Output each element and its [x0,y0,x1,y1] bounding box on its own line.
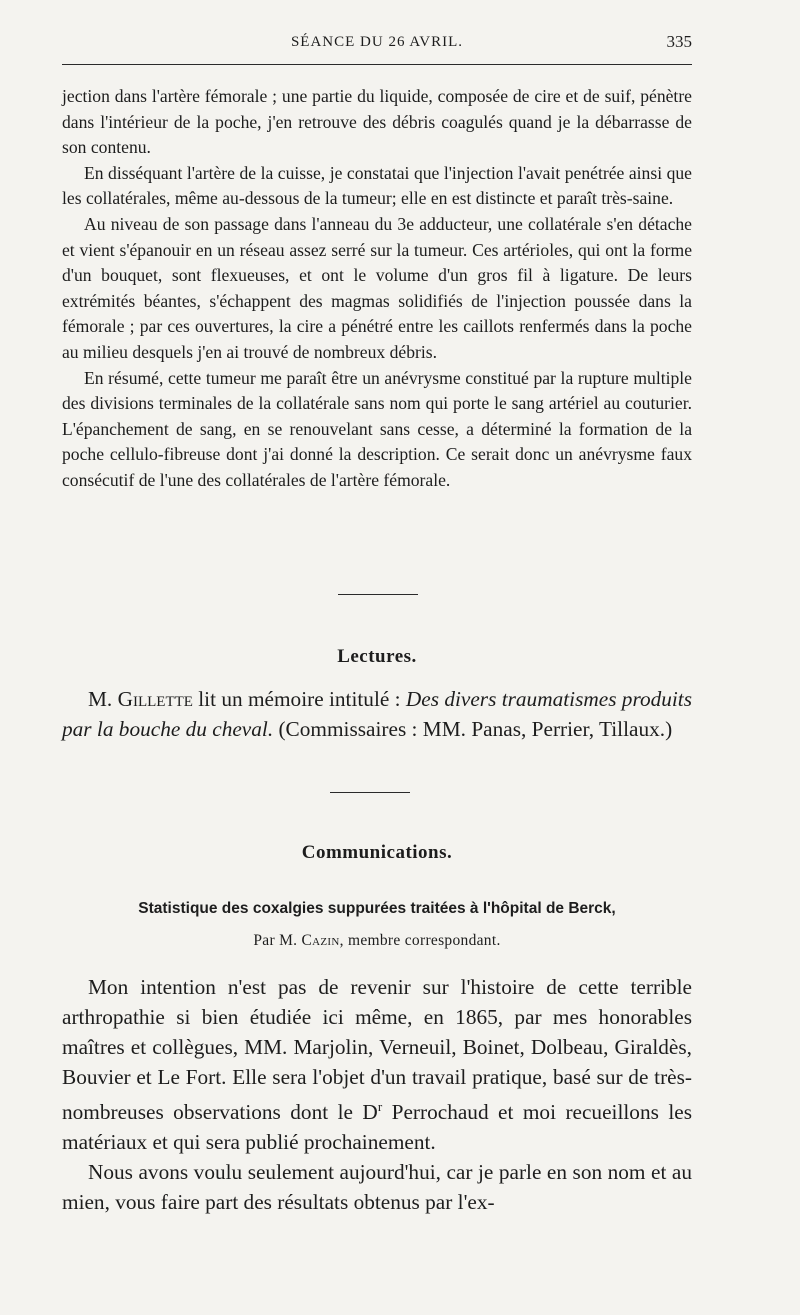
doctor-abbrev: D [362,1100,378,1125]
article-byline [62,932,692,950]
byline-author: Cazin [301,932,340,949]
article-title: Statistique des coxalgies suppurées traitées à l'hôpital de Berck, [138,900,616,917]
memoir-title: Des divers traumatismes produits par la bouche du cheval. [62,687,693,741]
continued-article-text [62,84,692,494]
page-number: 335 [666,32,692,51]
lectures-paragraph [62,684,692,744]
byline-par: Par M. [253,932,302,949]
paragraph-summary: En résumé, cette tumeur me paraît être un anévrysme constitué par la rupture multiple des divisions terminales de la collatérale sans nom qui porte le sang artériel au couturier. L'épanchement de sang, en se renouvelant sans cesse, a déterminé la formation de la poche cellulo-fibreuse dont j'ai donné la description. Ce serait donc un anévrysme faux consécutif de l'une des collatérales de l'artère fémorale. [62,367,692,490]
byline-role: , membre correspondant. [339,932,501,949]
section-divider [330,792,410,793]
paragraph-dissection: En disséquant l'artère de la cuisse, je constatai que l'injection l'avait penétrée ainsi que les collatérales, même au-dessous de la tumeur; elle en est distincte et paraît très-saine. [62,162,692,209]
author-name: M. Gillette [88,687,193,711]
intention-text-end: Perrochaud et moi recueillons les matériaux et qui sera publié prochainement. [62,1100,692,1155]
communications-heading: Communications. [301,842,453,863]
header-rule [62,64,692,65]
lectures-text [62,684,692,744]
paragraph-collateral: Au niveau de son passage dans l'anneau du 3e adducteur, une collatérale s'en détache et vient s'épanouir en un réseau assez serré sur la tumeur. Ces artérioles, qui ont la forme d'un bouquet, sont flexueuses, et ont le volume d'un gros fil à ligature. De leurs extrémités béantes, s'échappent des magmas solidifiés de l'injection poussée dans la fémorale ; par ces ouvertures, la cire a pénétré entre les caillots renfermés dans la poche au milieu desquels j'en ai trouvé de nombreux débris. [62,213,692,362]
intention-text: Mon intention n'est pas de revenir sur l'histoire de cette terrible arthropathie si bien étudiée ici même, en 1865, par mes honorables maîtres et collègues, MM. Marjolin, Verneuil, Boinet, Dolbeau, Giraldès, Bouvier et Le Fort. Elle sera l'objet d'un travail pratique, basé sur de très-nombreuses observations dont le [62,975,692,1125]
paragraph-continuation: jection dans l'artère fémorale ; une partie du liquide, composée de cire et de suif, pénètre dans l'intérieur de la poche, j'en retrouve des débris coagulés quand je la débarrasse de son contenu. [62,86,692,158]
section-divider [338,594,418,595]
running-title: SÉANCE DU 26 AVRIL. [290,34,464,50]
page-header [62,30,692,56]
lectures-intro: lit un mémoire intitulé : [192,687,406,711]
lectures-heading: Lectures. [337,646,417,667]
article-body [62,972,692,1217]
commissioners: (Commissaires : MM. Panas, Perrier, Tillaux.) [273,717,673,741]
paragraph-results: Nous avons voulu seulement aujourd'hui, car je parle en son nom et au mien, vous faire part des résultats obtenus par l'ex- [62,1160,692,1215]
paragraph-intention [62,972,692,1157]
doctor-abbrev-sup: r [377,1099,383,1114]
